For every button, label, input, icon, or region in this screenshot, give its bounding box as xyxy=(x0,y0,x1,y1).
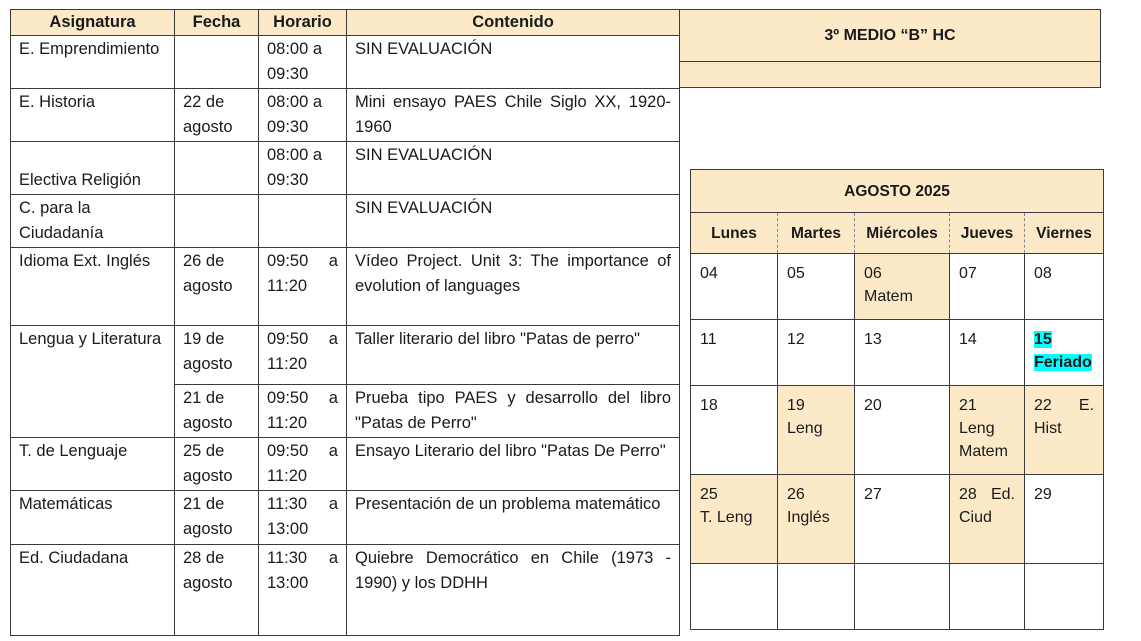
table-row xyxy=(11,248,680,326)
cell-horario: 08:00 a 09:30 xyxy=(259,142,347,195)
schedule-header-row xyxy=(11,10,680,36)
cell-contenido: Mini ensayo PAES Chile Siglo XX, 1920-1960 xyxy=(347,89,680,142)
weekday-label: Martes xyxy=(778,213,855,254)
calendar-day-cell xyxy=(778,475,855,564)
weekday-label: Lunes xyxy=(691,213,778,254)
cell-horario: 09:50 a 11:20 xyxy=(259,385,347,438)
calendar-day-cell xyxy=(855,475,950,564)
cell-fecha xyxy=(175,36,259,89)
day-note: Leng Matem xyxy=(959,420,1008,460)
holiday-note: Feriado xyxy=(1034,354,1092,371)
day-number: 22 xyxy=(1034,397,1052,414)
weekday-label: Miércoles xyxy=(855,213,950,254)
day-number: 25 xyxy=(700,486,718,503)
day-number: 20 xyxy=(864,397,882,414)
header-fecha: Fecha xyxy=(175,10,259,36)
calendar-day-cell xyxy=(950,564,1025,630)
calendar-day-cell xyxy=(1025,475,1104,564)
cell-contenido: Presentación de un problema matemático xyxy=(347,491,680,545)
day-note: Matem xyxy=(864,288,913,305)
cell-fecha xyxy=(175,142,259,195)
cell-asignatura: T. de Lenguaje xyxy=(11,438,175,491)
weekday-label: Jueves xyxy=(950,213,1025,254)
cell-contenido: SIN EVALUACIÓN xyxy=(347,142,680,195)
calendar-day-cell xyxy=(691,475,778,564)
course-title: 3º MEDIO “B” HC xyxy=(680,10,1101,62)
table-row xyxy=(11,491,680,545)
cell-horario: 08:00 a 09:30 xyxy=(259,36,347,89)
calendar-month-title: AGOSTO 2025 xyxy=(691,170,1104,213)
day-number: 29 xyxy=(1034,486,1052,503)
cell-contenido: Vídeo Project. Unit 3: The importance of evolution of languages xyxy=(347,248,680,326)
table-row xyxy=(11,438,680,491)
cell-contenido: Quiebre Democrático en Chile (1973 - 1990) y los DDHH xyxy=(347,545,680,636)
cell-fecha: 28 de agosto xyxy=(175,545,259,636)
calendar-day-cell xyxy=(691,254,778,320)
cell-horario: 11:30 a 13:00 xyxy=(259,491,347,545)
table-row xyxy=(11,142,680,195)
cell-fecha: 19 de agosto xyxy=(175,326,259,385)
calendar-day-cell xyxy=(691,386,778,475)
table-row xyxy=(11,36,680,89)
calendar-day-cell xyxy=(855,386,950,475)
day-number: 28 xyxy=(959,486,977,503)
header-horario: Horario xyxy=(259,10,347,36)
calendar-day-cell xyxy=(1025,254,1104,320)
holiday-day-number: 15 xyxy=(1034,331,1052,348)
calendar-day-cell xyxy=(778,320,855,386)
day-number: 11 xyxy=(700,331,717,348)
cell-contenido: Ensayo Literario del libro "Patas De Perro" xyxy=(347,438,680,491)
cell-horario xyxy=(259,195,347,248)
cell-asignatura: Matemáticas xyxy=(11,491,175,545)
cell-fecha: 25 de agosto xyxy=(175,438,259,491)
cell-horario: 08:00 a 09:30 xyxy=(259,89,347,142)
cell-asignatura: Idioma Ext. Inglés xyxy=(11,248,175,326)
calendar-day-cell xyxy=(691,564,778,630)
calendar-day-cell xyxy=(950,475,1025,564)
day-number: 05 xyxy=(787,265,805,282)
calendar-week xyxy=(691,564,1104,630)
day-number: 08 xyxy=(1034,265,1052,282)
cell-horario: 09:50 a 11:20 xyxy=(259,326,347,385)
cell-horario: 09:50 a 11:20 xyxy=(259,438,347,491)
day-note: Ed. Ciud xyxy=(959,486,1015,526)
day-number: 27 xyxy=(864,486,882,503)
cell-fecha: 21 de agosto xyxy=(175,385,259,438)
cell-contenido: SIN EVALUACIÓN xyxy=(347,36,680,89)
day-number: 13 xyxy=(864,331,882,348)
cell-asignatura: E. Historia xyxy=(11,89,175,142)
cell-fecha: 22 de agosto xyxy=(175,89,259,142)
cell-contenido: SIN EVALUACIÓN xyxy=(347,195,680,248)
calendar xyxy=(690,169,1104,630)
cell-asignatura: Lengua y Literatura xyxy=(11,326,175,438)
header-asignatura: Asignatura xyxy=(11,10,175,36)
cell-fecha: 26 de agosto xyxy=(175,248,259,326)
header-contenido: Contenido xyxy=(347,10,680,36)
calendar-week xyxy=(691,254,1104,320)
calendar-week xyxy=(691,386,1104,475)
cell-horario: 11:30 a 13:00 xyxy=(259,545,347,636)
calendar-day-cell xyxy=(778,254,855,320)
day-note: Inglés xyxy=(787,509,830,526)
calendar-day-cell xyxy=(1025,386,1104,475)
calendar-day-cell xyxy=(855,320,950,386)
day-number: 18 xyxy=(700,397,718,414)
calendar-day-cell xyxy=(778,564,855,630)
cell-fecha: 21 de agosto xyxy=(175,491,259,545)
calendar-week xyxy=(691,320,1104,386)
table-row xyxy=(11,326,680,385)
calendar-day-cell xyxy=(778,386,855,475)
cell-contenido: Taller literario del libro "Patas de perro" xyxy=(347,326,680,385)
calendar-day-cell xyxy=(855,254,950,320)
day-number: 14 xyxy=(959,331,977,348)
table-row xyxy=(11,89,680,142)
calendar-day-cell xyxy=(855,564,950,630)
day-note: E. Hist xyxy=(1034,397,1095,437)
calendar-weekday-row xyxy=(691,213,1104,254)
calendar-day-cell xyxy=(950,386,1025,475)
cell-fecha xyxy=(175,195,259,248)
day-number: 07 xyxy=(959,265,977,282)
cell-horario: 09:50 a 11:20 xyxy=(259,248,347,326)
cell-asignatura: Ed. Ciudadana xyxy=(11,545,175,636)
calendar-day-cell xyxy=(1025,564,1104,630)
day-number: 04 xyxy=(700,265,718,282)
day-number: 06 xyxy=(864,265,882,282)
table-row xyxy=(11,195,680,248)
course-blank-row xyxy=(680,62,1101,88)
schedule-table xyxy=(10,9,680,636)
cell-contenido: Prueba tipo PAES y desarrollo del libro "Patas de Perro" xyxy=(347,385,680,438)
calendar-day-cell xyxy=(950,254,1025,320)
day-note: Leng xyxy=(787,420,823,437)
day-number: 26 xyxy=(787,486,805,503)
day-number: 19 xyxy=(787,397,805,414)
day-note: T. Leng xyxy=(700,509,753,526)
day-number: 12 xyxy=(787,331,805,348)
calendar-day-cell xyxy=(691,320,778,386)
day-number: 21 xyxy=(959,397,977,414)
cell-asignatura: E. Emprendimiento xyxy=(11,36,175,89)
weekday-label: Viernes xyxy=(1025,213,1104,254)
cell-asignatura: Electiva Religión xyxy=(11,142,175,195)
table-row xyxy=(11,545,680,636)
cell-asignatura: C. para la Ciudadanía xyxy=(11,195,175,248)
course-header xyxy=(679,9,1101,88)
calendar-day-cell xyxy=(950,320,1025,386)
calendar-week xyxy=(691,475,1104,564)
calendar-day-cell xyxy=(1025,320,1104,386)
